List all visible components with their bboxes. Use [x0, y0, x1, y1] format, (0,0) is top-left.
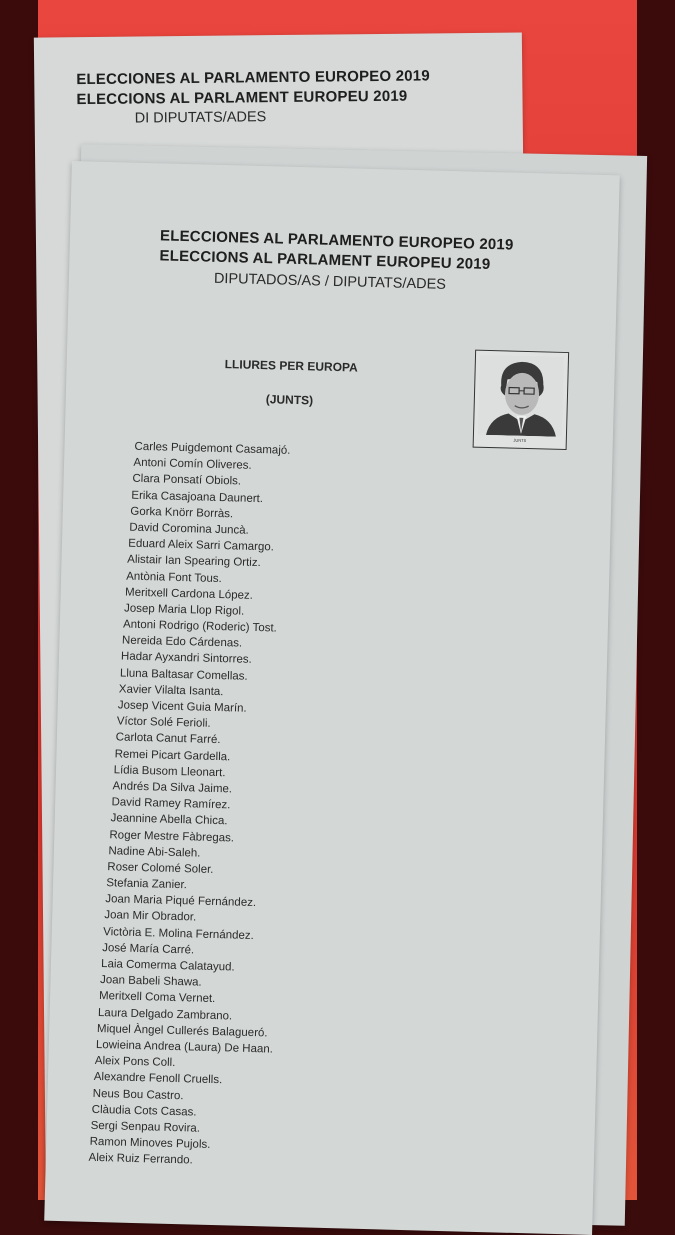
- candidate-name: Laura Delgado Zambrano.: [98, 1005, 276, 1026]
- candidate-name: José María Carré.: [102, 940, 278, 961]
- candidate-name: Josep Maria Llop Rigol.: [124, 600, 287, 620]
- candidate-name: Alexandre Fenoll Cruells.: [94, 1069, 275, 1090]
- candidate-name: Antoni Rodrigo (Roderic) Tost.: [123, 617, 286, 637]
- candidate-portrait: [478, 355, 564, 437]
- candidate-name: Aleix Ruiz Ferrando.: [88, 1150, 272, 1171]
- candidate-name: Miquel Àngel Cullerés Balagueró.: [97, 1021, 276, 1042]
- candidate-name: Lluna Baltasar Comellas.: [120, 665, 285, 685]
- candidate-name: Xavier Vilalta Isanta.: [119, 681, 285, 702]
- candidate-name: Laia Comerma Calatayud.: [101, 956, 277, 977]
- candidate-name: Joan Mir Obrador.: [104, 908, 278, 929]
- candidate-name: David Ramey Ramírez.: [111, 794, 281, 815]
- candidate-name: Sergi Senpau Rovira.: [90, 1118, 272, 1139]
- back-subtitle: DI DIPUTATS/ADES: [135, 109, 267, 126]
- candidate-name: Hadar Ayxandri Sintorres.: [121, 649, 285, 669]
- candidate-name: Remei Picart Gardella.: [114, 746, 282, 767]
- candidate-name: Antònia Font Tous.: [126, 568, 287, 588]
- front-title-ca: ELECCIONS AL PARLAMENT EUROPEU 2019: [159, 247, 490, 273]
- candidate-photo-box: [473, 350, 570, 450]
- candidate-name: Aleix Pons Coll.: [95, 1053, 275, 1074]
- candidate-name: Victòria E. Molina Fernández.: [103, 924, 278, 945]
- candidate-list: [116, 439, 291, 1171]
- party-abbreviation: (JUNTS): [266, 392, 314, 407]
- candidate-name: Andrés Da Silva Jaime.: [112, 778, 281, 799]
- candidate-name: Nadine Abi-Saleh.: [108, 843, 280, 864]
- candidate-name: Roger Mestre Fàbregas.: [109, 827, 280, 848]
- candidate-name: Stefania Zanier.: [106, 875, 279, 896]
- back-title-ca: ELECCIONS AL PARLAMENT EUROPEU 2019: [76, 88, 407, 108]
- candidate-name: Josep Vicent Guia Marín.: [118, 697, 284, 718]
- candidate-name: Clàudia Cots Casas.: [92, 1102, 274, 1123]
- candidate-name: Jeannine Abella Chica.: [110, 811, 281, 832]
- candidate-name: Lowieina Andrea (Laura) De Haan.: [96, 1037, 275, 1058]
- candidate-name: Meritxell Coma Vernet.: [99, 988, 276, 1009]
- candidate-name: Meritxell Cardona López.: [125, 584, 287, 604]
- candidate-name: Víctor Solé Ferioli.: [117, 714, 284, 735]
- candidate-name: Eduard Aleix Sarri Camargo.: [128, 536, 288, 556]
- front-subtitle: DIPUTADOS/AS / DIPUTATS/ADES: [214, 271, 446, 293]
- candidate-name: Erika Casajoana Daunert.: [131, 487, 289, 507]
- candidate-name: Nereida Edo Cárdenas.: [122, 633, 286, 653]
- candidate-name: Joan Maria Piqué Fernández.: [105, 891, 279, 912]
- front-ballot-sheet: [44, 161, 620, 1235]
- candidate-name: Neus Bou Castro.: [93, 1085, 274, 1106]
- candidate-name: Carlota Canut Farré.: [116, 730, 283, 751]
- left-frame-border: [0, 0, 38, 1200]
- candidate-name: Carles Puigdemont Casamajó.: [134, 439, 290, 459]
- back-title-es: ELECCIONES AL PARLAMENTO EUROPEO 2019: [76, 67, 430, 88]
- candidate-name: Lídia Busom Lleonart.: [113, 762, 282, 783]
- candidate-name: David Coromina Juncà.: [129, 520, 288, 540]
- candidate-name: Gorka Knörr Borràs.: [130, 503, 289, 523]
- candidate-name: Antoni Comín Oliveres.: [133, 455, 290, 475]
- candidate-name: Ramon Minoves Pujols.: [89, 1134, 272, 1155]
- front-title-es: ELECCIONES AL PARLAMENTO EUROPEO 2019: [160, 227, 514, 253]
- candidate-name: Alistair Ian Spearing Ortiz.: [127, 552, 288, 572]
- candidate-name: Joan Babeli Shawa.: [100, 972, 277, 993]
- party-name: LLIURES PER EUROPA: [225, 357, 358, 374]
- candidate-name: Clara Ponsatí Obiols.: [132, 471, 290, 491]
- photo-caption: JUNTS: [474, 437, 566, 444]
- candidate-name: Roser Colomé Soler.: [107, 859, 279, 880]
